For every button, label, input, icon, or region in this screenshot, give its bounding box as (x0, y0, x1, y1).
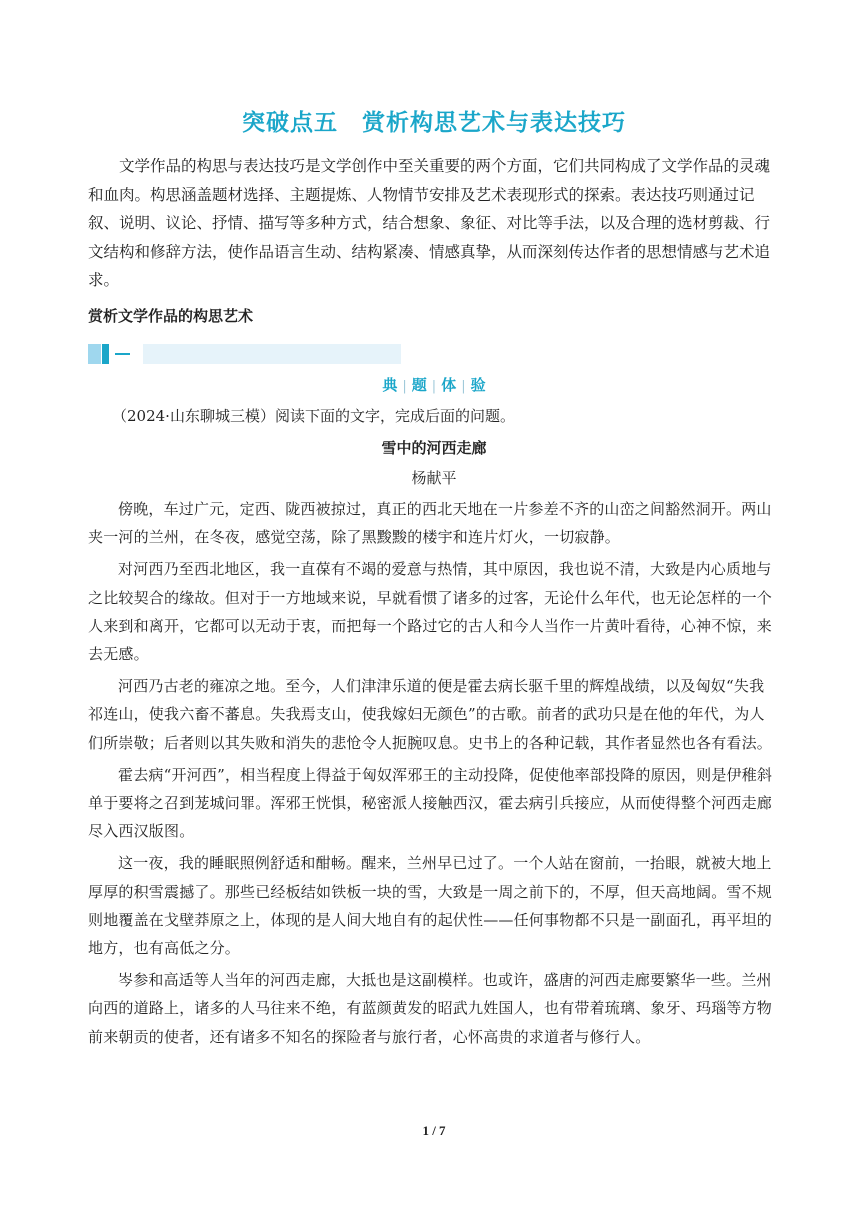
tag-separator: | (431, 379, 437, 394)
bar-light-square (88, 344, 101, 364)
story-paragraph: 对河西乃至西北地区，我一直葆有不竭的爱意与热情，其中原因，我也说不清，大致是内心质地与之比较契合的缘故。但对于一方地域来说，早就看惯了诸多的过客，无论什么年代，也无论怎样的一个人来到和离开，它都可以无动于衷，而把每一个路过它的古人和今人当作一片黄叶看待，心神不惊，来去无感。 (88, 560, 773, 664)
story-paragraph: 河西乃古老的雍凉之地。至今，人们津津乐道的便是霍去病长驱千里的辉煌战绩，以及匈奴“失我祁连山，使我六畜不蕃息。失我焉支山，使我嫁妇无颜色”的古歌。前者的武功只是在他的年代，为人们所崇敬；后者则以其失败和消失的悲怆令人扼腕叹息。史书上的各种记载，其作者显然也各有看法。 (88, 677, 773, 752)
story-body (88, 495, 778, 1055)
tag-item: 验 (470, 376, 486, 394)
section-bar (88, 344, 408, 364)
source-line: （2024·山东聊城三模）阅读下面的文字，完成后面的问题。 (112, 407, 515, 425)
story-paragraph: 傍晚，车过广元，定西、陇西被掠过，真正的西北天地在一片参差不齐的山峦之间豁然洞开。两山夹一河的兰州，在冬夜，感觉空荡，除了黑黢黢的楼宇和连片灯火，一切寂静。 (88, 500, 772, 547)
story-paragraph: 这一夜，我的睡眠照例舒适和酣畅。醒来，兰州早已过了。一个人站在窗前，一抬眼，就被大地上厚厚的积雪震撼了。那些已经板结如铁板一块的雪，大致是一周之前下的，不厚，但天高地阔。雪不规则地覆盖在戈壁莽原之上，体现的是人间大地自有的起伏性——任何事物都不只是一副面孔，再平坦的地方，也有高低之分。 (88, 854, 773, 958)
tag-separator: | (402, 379, 407, 394)
intro-paragraph: 文学作品的构思与表达技巧是文学创作中至关重要的两个方面，它们共同构成了文学作品的灵魂和血肉。构思涵盖题材选择、主题提炼、人物情节安排及艺术表现形式的探索。表达技巧则通过记叙、说明、议论、抒情、描写等多种方式，结合想象、象征、对比等手法，以及合理的选材剪裁、行文结构和修辞方法，使作品语言生动、结构紧凑、情感真挚，从而深刻传达作者的思想情感与艺术追求。 (88, 157, 771, 289)
tag-item: 体 (441, 376, 457, 394)
story-title: 雪中的河西走廊 (381, 439, 487, 457)
tag-row (0, 374, 868, 395)
section-heading: 赏析文学作品的构思艺术 (88, 307, 254, 325)
page-title: 突破点五 赏析构思艺术与表达技巧 (242, 110, 626, 136)
bar-dark-square (102, 344, 109, 364)
author-name: 杨献平 (411, 469, 457, 487)
story-paragraph: 岑参和高适等人当年的河西走廊，大抵也是这副模样。也或许，盛唐的河西走廊要繁华一些。兰州向西的道路上，诸多的人马往来不绝，有蓝颜黄发的昭武九姓国人，也有带着琉璃、象牙、玛瑙等方物前来朝贡的使者，还有诸多不知名的探险者与旅行者，心怀高贵的求道者与修行人。 (88, 971, 773, 1046)
tag-separator: | (461, 379, 466, 394)
page-number: 1 / 7 (422, 1123, 446, 1138)
bar-label-dash (115, 353, 130, 355)
tag-item: 题 (411, 376, 427, 394)
bar-band (143, 344, 401, 364)
tag-item: 典 (382, 376, 398, 394)
story-paragraph: 霍去病“开河西”，相当程度上得益于匈奴浑邪王的主动投降，促使他率部投降的原因，则是伊稚斜单于要将之召到茏城问罪。浑邪王恍惧，秘密派人接触西汉，霍去病引兵接应，从而使得整个河西走廊尽入西汉版图。 (88, 765, 773, 841)
